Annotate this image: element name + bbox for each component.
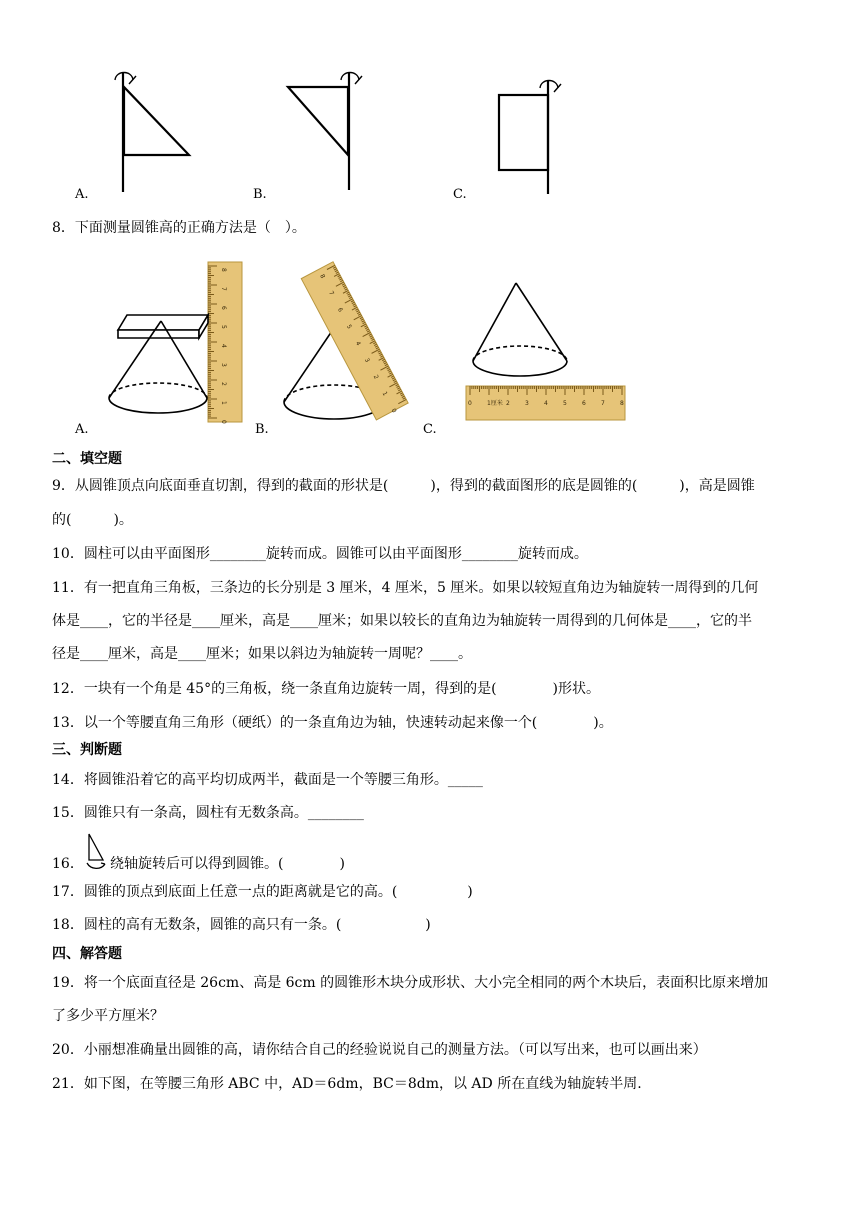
ruler-label: 1 xyxy=(380,390,389,398)
ruler-label: 7 xyxy=(327,289,336,297)
q7-option-b: B. xyxy=(253,187,267,202)
question-14: 14．将圆锥沿着它的高平均切成两半，截面是一个等腰三角形。_____ xyxy=(52,772,483,788)
question-15: 15．圆锥只有一条高，圆柱有无数条高。________ xyxy=(52,805,364,821)
q8-option-c: C. xyxy=(423,422,437,437)
question-11-line2: 体是____，它的半径是____厘米，高是____厘米；如果以较长的直角边为轴旋转一周得到的几何体是____，它的半 xyxy=(52,613,752,629)
ruler-label: 5 xyxy=(344,323,353,331)
question-12: 12．一块有一个角是 45°的三角板，绕一条直角边旋转一周，得到的是( )形状。 xyxy=(52,681,601,697)
ruler-label: 8 xyxy=(620,400,624,407)
ruler-label: 5 xyxy=(563,400,567,407)
q8-c-cone xyxy=(473,283,567,376)
q7-option-c: C. xyxy=(453,187,467,202)
ruler-label: 4 xyxy=(220,344,227,348)
q8-option-b: B. xyxy=(255,422,269,437)
ruler-label: 7 xyxy=(220,287,227,291)
ruler-label: 8 xyxy=(318,273,327,280)
section-2-title: 二、填空题 xyxy=(52,451,122,467)
question-19-line2: 了多少平方厘米？ xyxy=(52,1008,164,1024)
ruler-label: 2 xyxy=(371,373,380,381)
section-3-title: 三、判断题 xyxy=(52,742,122,758)
ruler-label: 6 xyxy=(582,400,586,407)
ruler-label: 0 xyxy=(220,420,227,424)
question-21: 21．如下图，在等腰三角形 ABC 中，AD＝6dm，BC＝8dm，以 AD 所在直线为轴旋转半周. xyxy=(52,1076,642,1092)
question-11-line3: 径是____厘米，高是____厘米；如果以斜边为轴旋转一周呢？____。 xyxy=(52,646,472,662)
section-4-title: 四、解答题 xyxy=(52,946,122,962)
ruler-label: 2 xyxy=(506,400,510,407)
ruler-label: 2 xyxy=(220,382,227,386)
cone-measure-illustrations xyxy=(0,0,860,440)
q8-a-ruler xyxy=(208,262,242,424)
ruler-label: 8 xyxy=(220,268,227,272)
ruler-label: 6 xyxy=(336,306,345,314)
ruler-label: 3 xyxy=(362,357,371,364)
ruler-label: 4 xyxy=(353,340,362,347)
question-16-text: 绕轴旋转后可以得到圆锥。( ) xyxy=(110,856,345,872)
question-19-line1: 19．将一个底面直径是 26cm、高是 6cm 的圆锥形木块分成形状、大小完全相同的两个木块后，表面积比原来增加 xyxy=(52,975,769,991)
question-20: 20．小丽想准确量出圆锥的高，请你结合自己的经验说说自己的测量方法。（可以写出来，也可以画出来） xyxy=(52,1042,707,1058)
q8-b-ruler xyxy=(301,262,409,422)
ruler-label: 3 xyxy=(525,400,529,407)
question-10: 10．圆柱可以由平面图形________旋转而成。圆锥可以由平面图形________旋转而成。 xyxy=(52,546,588,562)
ruler-label: 1厘米 xyxy=(487,400,503,407)
q8-c-ruler xyxy=(466,386,625,420)
question-9-line2: 的( )。 xyxy=(52,512,133,528)
ruler-label: 4 xyxy=(544,400,548,407)
ruler-label: 3 xyxy=(220,363,227,367)
question-9-line1: 9．从圆锥顶点向底面垂直切割，得到的截面的形状是( )，得到的截面图形的底是圆锥的( )，高是圆锥 xyxy=(52,478,755,494)
question-13: 13．以一个等腰直角三角形（硬纸）的一条直角边为轴，快速转动起来像一个( )。 xyxy=(52,715,613,731)
ruler-label: 6 xyxy=(220,306,227,310)
q7-option-a: A. xyxy=(75,187,89,202)
ruler-label: 1 xyxy=(220,401,227,405)
ruler-label: 0 xyxy=(389,407,398,415)
ruler-label: 5 xyxy=(220,325,227,329)
ruler-label: 7 xyxy=(601,400,605,407)
ruler-label: 0 xyxy=(468,400,472,407)
question-16-number: 16． xyxy=(52,856,84,872)
q8-a-board xyxy=(118,315,208,338)
q8-option-a: A. xyxy=(75,422,89,437)
question-17: 17．圆锥的顶点到底面上任意一点的距离就是它的高。( ) xyxy=(52,884,473,900)
question-11-line1: 11．有一把直角三角板，三条边的长分别是 3 厘米，4 厘米，5 厘米。如果以较短直角边为轴旋转一周得到的几何 xyxy=(52,580,759,596)
question-8: 8．下面测量圆锥高的正确方法是（ ）。 xyxy=(52,220,306,236)
question-18: 18．圆柱的高有无数条，圆锥的高只有一条。( ) xyxy=(52,917,431,933)
